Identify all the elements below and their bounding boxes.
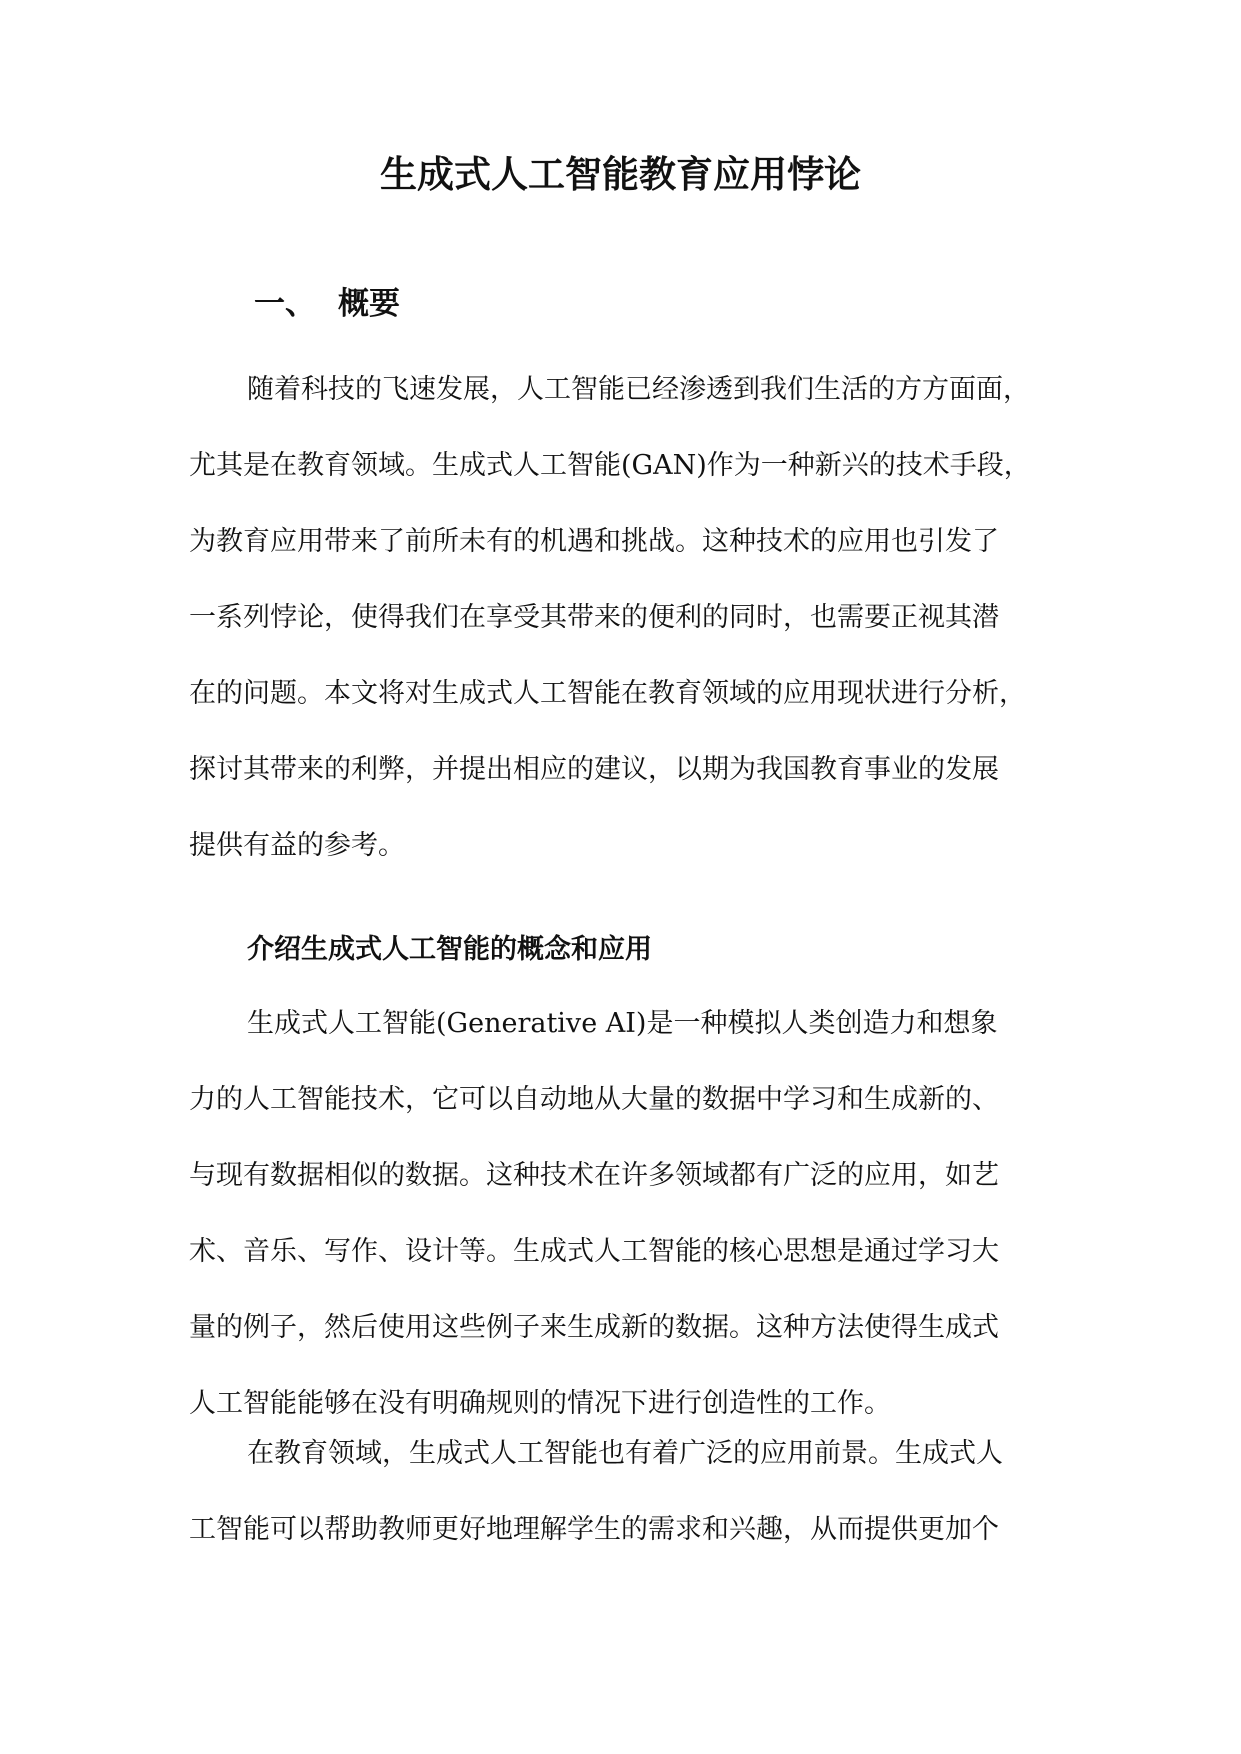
paragraph-line: 尤其是在教育领域。生成式人工智能(GAN)作为一种新兴的技术手段， — [189, 450, 1031, 481]
paragraph-line: 人工智能能够在没有明确规则的情况下进行创造性的工作。 — [189, 1388, 891, 1419]
paragraph-line: 提供有益的参考。 — [189, 830, 405, 861]
paragraph-line: 与现有数据相似的数据。这种技术在许多领域都有广泛的应用，如艺 — [189, 1160, 999, 1191]
paragraph-concept — [189, 986, 1069, 1442]
paragraph-line: 量的例子，然后使用这些例子来生成新的数据。这种方法使得生成式 — [189, 1312, 999, 1343]
paragraph-line: 在的问题。本文将对生成式人工智能在教育领域的应用现状进行分析， — [189, 678, 1026, 709]
paragraph-line: 工智能可以帮助教师更好地理解学生的需求和兴趣，从而提供更加个 — [189, 1514, 999, 1545]
paragraph-line: 生成式人工智能(Generative AI)是一种模拟人类创造力和想象 — [247, 1008, 998, 1039]
subsection-heading: 介绍生成式人工智能的概念和应用 — [247, 934, 652, 965]
paragraph-line: 在教育领域，生成式人工智能也有着广泛的应用前景。生成式人 — [247, 1438, 1003, 1469]
paragraph-line: 一系列悖论，使得我们在享受其带来的便利的同时，也需要正视其潜 — [189, 602, 999, 633]
paragraph-line: 术、音乐、写作、设计等。生成式人工智能的核心思想是通过学习大 — [189, 1236, 999, 1267]
paragraph-line: 力的人工智能技术，它可以自动地从大量的数据中学习和生成新的、 — [189, 1084, 999, 1115]
section-heading-text: 概要 — [338, 286, 400, 322]
paragraph-education — [189, 1416, 1069, 1568]
document-title: 生成式人工智能教育应用悖论 — [380, 153, 861, 196]
paragraph-line: 探讨其带来的利弊，并提出相应的建议，以期为我国教育事业的发展 — [189, 754, 999, 785]
paragraph-line: 为教育应用带来了前所未有的机遇和挑战。这种技术的应用也引发了 — [189, 526, 999, 557]
section-heading — [254, 282, 400, 326]
paragraph-overview — [189, 352, 1069, 884]
paragraph-line: 随着科技的飞速发展，人工智能已经渗透到我们生活的方方面面， — [247, 374, 1030, 405]
section-number: 一、 — [254, 286, 316, 322]
